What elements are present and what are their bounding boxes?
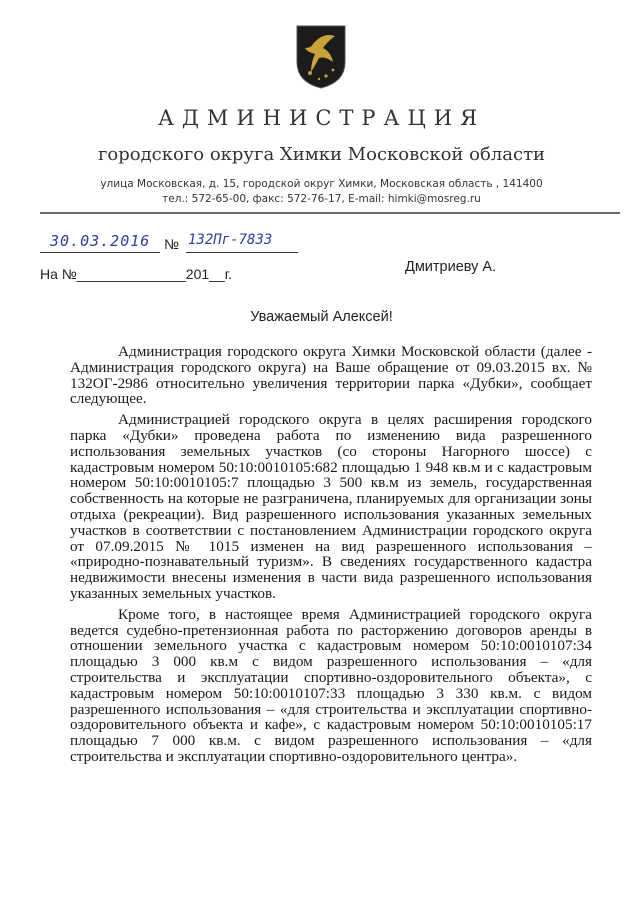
coat-of-arms-icon [293,22,349,90]
organization-contacts: тел.: 572-65-00, факс: 572-76-17, E-mail: himki@mosreg.ru [162,193,481,205]
organization-title: АДМИНИСТРАЦИЯ [157,106,486,130]
greeting: Уважаемый Алексей! [250,309,393,325]
registration-number-underline [186,252,298,253]
addressee: Дмитриеву А. [405,259,497,275]
incoming-reference: На №______________201__г. [40,266,233,282]
registration-date: 30.03.2016 [50,232,151,250]
paragraph-2: Администрацией городского округа в целях расширения городского парка «Дубки» проведена работа по изменению вида разрешенного использования земельных участков (со стороны Нагорного шоссе) с кадастровым номером 50:10:0010105:682 площадью 1 948 кв.м и с кадастровым номером 50:10:0010105:7 площадью 3 500 кв.м из земель, государственная собственность на которые не разграничена, планируемых для организации зоны отдыха (рекреации). Вид разрешенного использования указанных земельных участков в соответствии с постановлением Администрации городского округа от 07.09.2015 № 1015 изменен на вид разрешенного использования – «природно-познавательный туризм». В сведениях государственного кадастра недвижимости внесены изменения в части вида разрешенного использования указанных земельных участков. [70,411,592,602]
paragraph-1: Администрация городского округа Химки Московской области (далее - Администрация городского округа) на Ваше обращение от 09.03.2015 вх. № 132ОГ-2986 относительно увеличения территории парка «Дубки», сообщает следующее. [70,343,592,408]
header-divider [40,212,620,214]
registration-number: 132Пг-7833 [188,232,273,248]
registration-date-underline [40,252,160,253]
organization-address: улица Московская, д. 15, городской округ Химки, Московская область , 141400 [100,178,543,190]
organization-subtitle: городского округа Химки Московской области [97,144,546,165]
letter-body [70,344,592,770]
paragraph-3: Кроме того, в настоящее время Администрацией городского округа ведется судебно-претензионная работа по расторжению договоров аренды в отношении земельного участка с кадастровым номером 50:10:0010107:34 площадью 3 000 кв.м с видом разрешенного использования – «для строительства и эксплуатации спортивно-оздоровительного объекта», с кадастровым номером 50:10:0010107:33 площадью 3 330 кв.м. с видом разрешенного использования – «для строительства и эксплуатации спортивно-оздоровительного объекта и кафе», с кадастровым номером 50:10:0010105:17 площадью 7 000 кв.м. с видом разрешенного использования – «для строительства и эксплуатации спортивно-оздоровительного центра». [70,605,592,765]
registration-number-label: № [164,236,180,252]
